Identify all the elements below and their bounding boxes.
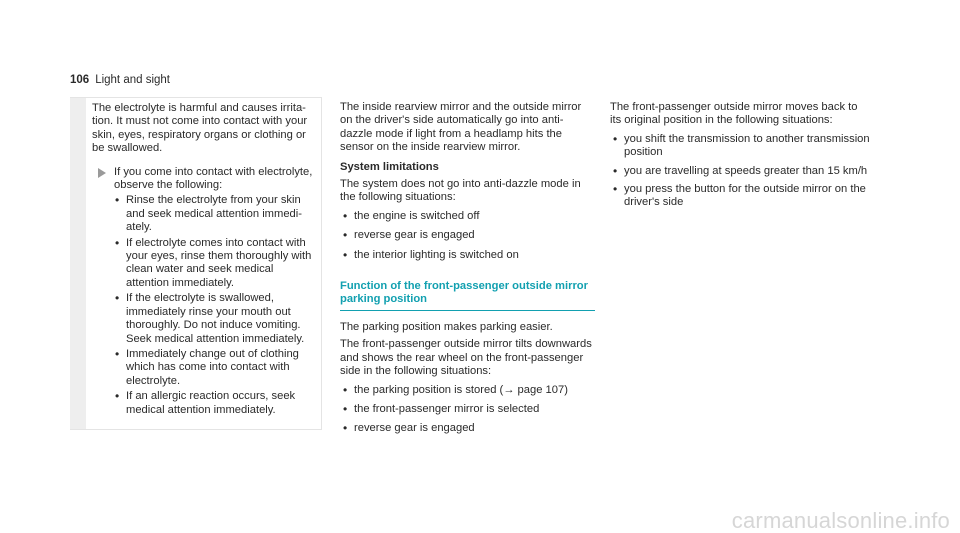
bullet-icon: • (115, 346, 120, 361)
move-back-list (610, 133, 870, 210)
list-item: • Immediately change out of clothing which has come into contact with electrolyte. (115, 346, 299, 387)
list-item: • the parking position is stored (→ page 107) (343, 382, 568, 397)
page-number: 106 (70, 74, 90, 86)
warning-step (92, 166, 316, 417)
bullet-icon: • (115, 193, 120, 208)
move-back-paragraph: The front-passenger outside mirror moves back to its original position in the following situations: (610, 101, 858, 127)
page-header (70, 74, 170, 87)
system-limitations-text: The system does not go into anti-dazzle mode in the following situations: (340, 178, 581, 204)
list-item: • reverse gear is engaged (343, 228, 475, 243)
warning-step-text: If you come into contact with electrolyte, observe the following: (114, 165, 313, 192)
bullet-icon: • (343, 228, 348, 243)
limitations-list (340, 210, 595, 262)
column-middle (340, 101, 595, 436)
list-item: • the engine is switched off (343, 208, 480, 223)
warning-box (70, 97, 322, 430)
bullet-icon: • (343, 401, 348, 416)
column-right (610, 101, 870, 210)
bullet-icon: • (343, 247, 348, 262)
list-item: • reverse gear is engaged (343, 421, 475, 436)
list-item: • the interior lighting is switched on (343, 247, 519, 262)
warning-box-bar (70, 98, 86, 429)
bullet-icon: • (115, 291, 120, 306)
bullet-icon: • (613, 131, 618, 146)
bullet-icon: • (115, 235, 120, 250)
tilt-list (340, 384, 595, 436)
step-arrow-icon (98, 168, 106, 178)
list-item: • the front-passenger mirror is selected (343, 401, 540, 416)
bullet-icon: • (343, 208, 348, 223)
list-item: • If an allergic reaction occurs, seek medical attention immediately. (115, 389, 296, 416)
list-item: • you press the button for the outside mirror on the driver's side (613, 182, 866, 209)
bullet-icon: • (343, 421, 348, 436)
bullet-icon: • (613, 182, 618, 197)
bullet-icon: • (613, 163, 618, 178)
system-limitations-heading: System limitations (340, 160, 439, 173)
watermark: carmanualsonline.info (731, 507, 950, 533)
list-item: • you shift the transmission to another transmission position (613, 131, 870, 159)
bullet-icon: • (115, 389, 120, 404)
warning-intro: The electrolyte is harmful and causes irritation. It must not come into contact with your skin, eyes, respiratory organs or clothing or be swallowed. (92, 102, 308, 155)
list-item: • If the electrolyte is swallowed, immediately rinse your mouth out thoroughly. Do not induce vomiting. Seek medical attention immediately. (115, 291, 305, 345)
list-item: • you are travelling at speeds greater than 15 km/h (613, 163, 868, 178)
list-item: • Rinse the electrolyte from your skin and seek medical attention immediately. (115, 193, 302, 234)
bullet-icon: • (343, 382, 348, 397)
tilt-paragraph: The front-passenger outside mirror tilts downwards and shows the rear wheel on the front-passenger side in the following situations: (340, 338, 592, 378)
warning-list (114, 194, 316, 417)
section-title: Function of the front-passenger outside mirror parking position (340, 280, 595, 311)
anti-dazzle-paragraph: The inside rearview mirror and the outside mirror on the driver's side automatically go into anti-dazzle mode if light from a headlamp hits the sensor on the inside rearview mirror. (340, 101, 582, 154)
list-item: • If electrolyte comes into contact with your eyes, rinse them thoroughly with clean water and seek medical attention immediately. (115, 235, 312, 289)
parking-paragraph: The parking position makes parking easier. (340, 320, 553, 333)
section-name: Light and sight (95, 74, 170, 86)
